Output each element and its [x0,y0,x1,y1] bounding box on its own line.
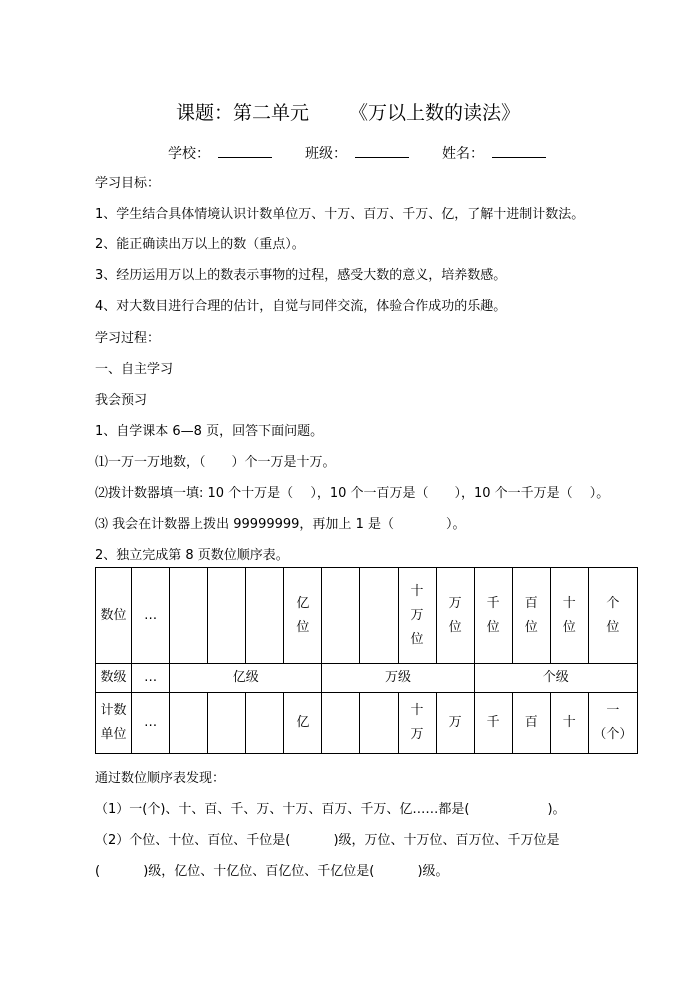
table-row [96,568,638,664]
blank-cell[interactable] [170,693,208,754]
pos-yi: 亿 位 [284,568,322,664]
section-heading: 一、自主学习 [95,362,174,377]
title-main: 《万以上数的读法》 [349,102,521,124]
discovery-1: （1）一(个)、十、百、千、万、十万、百万、千万、亿……都是( )。 [95,802,566,817]
ellipsis-cell: … [132,693,170,754]
name-label: 姓名： [442,146,484,162]
school-field[interactable] [168,143,272,163]
unit-yi: 亿 [284,693,322,754]
blank-cell[interactable] [246,568,284,664]
pos-shi: 十 位 [550,568,588,664]
row-label-unit: 计数 单位 [96,693,132,754]
objective-4: 4、对大数目进行合理的估计，自觉与同伴交流，体验合作成功的乐趣。 [95,299,507,314]
name-field[interactable] [442,143,546,163]
objective-2: 2、能正确读出万以上的数（重点）。 [95,237,305,252]
blank-cell[interactable] [360,568,398,664]
question-1: 1、自学课本 6—8 页，回答下面问题。 [95,424,324,439]
unit-ge: 一 （个） [588,693,637,754]
level-wan: 万级 [322,664,474,693]
question-2: 2、独立完成第 8 页数位顺序表。 [95,548,289,563]
objective-1: 1、学生结合具体情境认识计数单位万、十万、百万、千万、亿，了解十进制计数法。 [95,207,585,222]
class-label: 班级： [305,146,347,162]
question-1-3: ⑶ 我会在计数器上拨出 99999999，再加上 1 是（ ）。 [95,517,466,532]
blank-cell[interactable] [246,693,284,754]
table-row [96,693,638,754]
page-title [0,98,696,125]
preview-heading: 我会预习 [95,393,148,408]
unit-shi: 十 [550,693,588,754]
blank-cell[interactable] [208,693,246,754]
discovery-heading: 通过数位顺序表发现： [95,771,226,786]
place-value-table [95,567,638,754]
blank-cell[interactable] [322,693,360,754]
pos-shiwan: 十 万 位 [398,568,436,664]
unit-wan: 万 [436,693,474,754]
pos-bai: 百 位 [512,568,550,664]
unit-qian: 千 [474,693,512,754]
blank-cell[interactable] [360,693,398,754]
row-label-level: 数级 [96,664,132,693]
name-blank[interactable] [492,143,546,158]
school-label: 学校： [168,146,210,162]
pos-ge: 个 位 [588,568,637,664]
blank-cell[interactable] [208,568,246,664]
school-blank[interactable] [218,143,272,158]
question-1-2: ⑵拨计数器填一填: 10 个十万是（ ），10 个一百万是（ ），10 个一千万是（ ）。 [95,486,610,501]
level-yi: 亿级 [170,664,322,693]
class-blank[interactable] [355,143,409,158]
discovery-2b: ( )级，亿位、十亿位、百亿位、千亿位是( )级。 [95,864,449,879]
blank-cell[interactable] [322,568,360,664]
level-ge: 个级 [474,664,637,693]
question-1-1: ⑴一万一万地数，（ ）个一万是十万。 [95,455,336,470]
ellipsis-cell: … [132,568,170,664]
row-label-digit: 数位 [96,568,132,664]
pos-qian: 千 位 [474,568,512,664]
unit-shiwan: 十 万 [398,693,436,754]
class-field[interactable] [305,143,409,163]
table-row [96,664,638,693]
objectives-heading: 学习目标： [95,176,161,191]
pos-wan: 万 位 [436,568,474,664]
process-heading: 学习过程： [95,331,161,346]
title-prefix: 课题：第二单元 [175,102,309,124]
objective-3: 3、经历运用万以上的数表示事物的过程，感受大数的意义，培养数感。 [95,268,507,283]
ellipsis-cell: … [132,664,170,693]
unit-bai: 百 [512,693,550,754]
discovery-2a: （2）个位、十位、百位、千位是( )级，万位、十万位、百万位、千万位是 [95,833,560,848]
blank-cell[interactable] [170,568,208,664]
